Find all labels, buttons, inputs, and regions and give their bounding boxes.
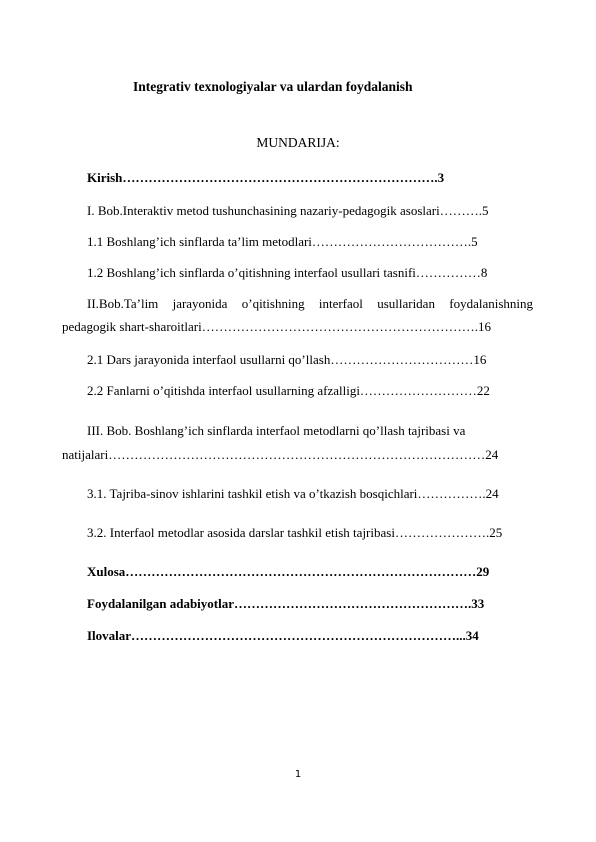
document-title: Integrativ texnologiyalar va ulardan foydalanish — [133, 79, 413, 94]
toc-word: usullaridan — [377, 296, 435, 311]
page-number: 1 — [294, 769, 302, 780]
toc-entry-section-2-1: 2.1 Dars jarayonida interfaol usullarni qo’llash……………………………16 — [87, 352, 487, 367]
toc-word: jarayonida — [172, 296, 228, 311]
toc-entry-chapter-3-continuation: natijalari……………………………………………………………………………24 — [62, 447, 499, 462]
toc-entry-chapter-2 — [87, 296, 533, 312]
toc-word: o’qitishning — [241, 296, 305, 311]
toc-word: II.Bob.Ta’lim — [87, 296, 159, 311]
toc-entry-section-3-2: 3.2. Interfaol metodlar asosida darslar tashkil etish tajribasi………………….25 — [87, 525, 503, 540]
toc-entry-kirish: Kirish……………………………………………………………….3 — [87, 170, 445, 185]
toc-entry-section-1-1: 1.1 Boshlang’ich sinflarda ta’lim metodlari……………………………….5 — [87, 234, 478, 249]
toc-entry-chapter-2-continuation: pedagogik shart-sharoitlari……………………………………………………….16 — [62, 319, 491, 334]
toc-entry-xulosa: Xulosa………………………………………………………………………29 — [87, 564, 490, 579]
toc-word: foydalanishning — [449, 296, 533, 311]
toc-entry-section-2-2: 2.2 Fanlarni o’qitishda interfaol usullarning afzalligi………………………22 — [87, 383, 490, 398]
toc-entry-chapter-3: III. Bob. Boshlang’ich sinflarda interfaol metodlarni qo’llash tajribasi va — [87, 423, 466, 438]
toc-heading: MUNDARIJA: — [256, 135, 340, 150]
toc-word: interfaol — [318, 296, 363, 311]
toc-entry-chapter-1: I. Bob.Interaktiv metod tushunchasining nazariy-pedagogik asoslari……….5 — [87, 203, 489, 218]
toc-entry-section-1-2: 1.2 Boshlang’ich sinflarda o’qitishning interfaol usullari tasnifi……………8 — [87, 265, 488, 280]
toc-entry-ilovalar: Ilovalar…………………………………………………………………...34 — [87, 628, 479, 643]
toc-entry-section-3-1: 3.1. Tajriba-sinov ishlarini tashkil etish va o’tkazish bosqichlari…………….24 — [87, 486, 499, 501]
toc-entry-references: Foydalanilgan adabiyotlar……………………………………………….33 — [87, 596, 485, 611]
